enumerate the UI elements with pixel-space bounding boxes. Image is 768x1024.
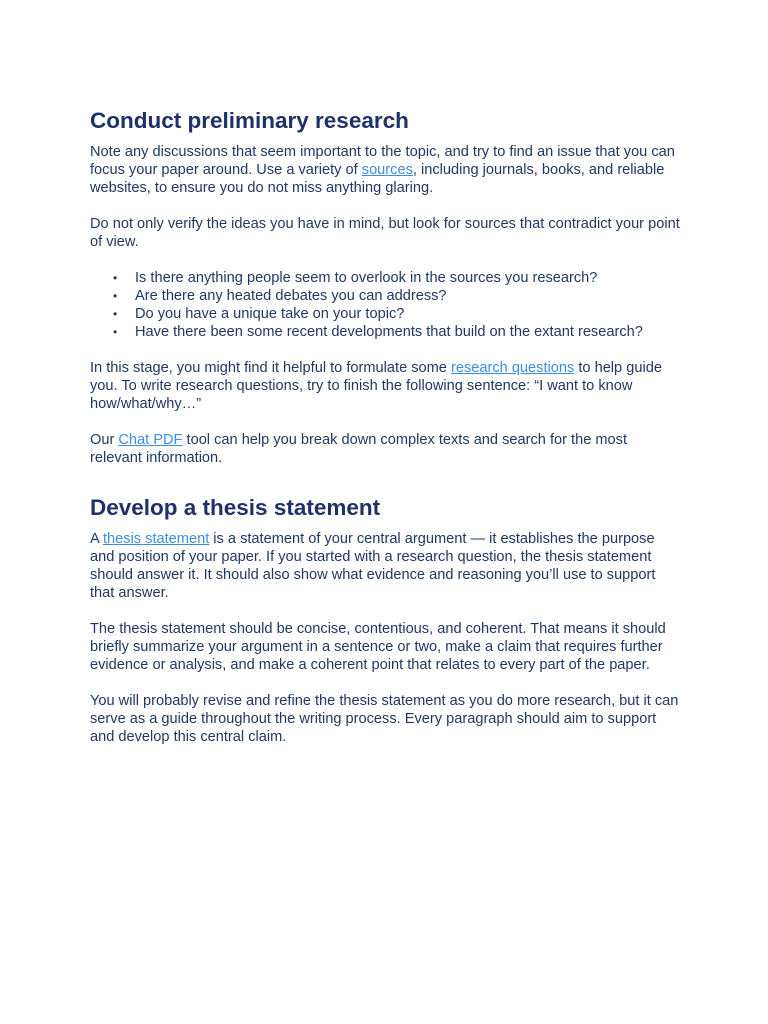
paragraph-text: Note any discussions that seem important to the topic, and try to find an issue that you can focus your paper around. Use a variety of bbox=[90, 144, 675, 178]
bullet-icon: • bbox=[113, 307, 118, 321]
paragraph-thesis-revision: You will probably revise and refine the thesis statement as you do more research, but it can serve as a guide throughout the writing process. Every paragraph should aim to support and develop this central claim. bbox=[90, 693, 679, 745]
paragraph-sources bbox=[90, 143, 682, 197]
paragraph-text: Our bbox=[90, 432, 119, 448]
list-item-text: Have there been some recent developments that build on the extant research? bbox=[135, 324, 643, 340]
paragraph-text: , including journals, books, and reliable websites, to ensure you do not miss anything glaring. bbox=[90, 162, 665, 196]
list-item bbox=[113, 269, 682, 287]
list-item bbox=[113, 287, 682, 305]
document-page bbox=[90, 106, 682, 746]
list-item-text: Do you have a unique take on your topic? bbox=[135, 306, 405, 322]
bullet-icon: • bbox=[113, 325, 118, 339]
paragraph-thesis-qualities: The thesis statement should be concise, contentious, and coherent. That means it should briefly summarize your argument in a sentence or two, make a claim that requires further evidence or analysis, and make a coherent point that relates to every part of the paper. bbox=[90, 621, 666, 673]
research-questions-link[interactable]: research questions bbox=[450, 360, 575, 376]
research-question-list bbox=[90, 269, 682, 341]
paragraph-research-questions bbox=[90, 359, 682, 413]
list-item bbox=[113, 305, 682, 323]
list-item-text: Is there anything people seem to overlook in the sources you research? bbox=[135, 270, 598, 286]
sources-link[interactable]: sources bbox=[361, 162, 413, 178]
chat-pdf-link[interactable]: Chat PDF bbox=[118, 432, 183, 448]
bullet-icon: • bbox=[113, 289, 118, 303]
thesis-statement-link[interactable]: thesis statement bbox=[102, 531, 210, 547]
paragraph-text: to help guide you. To write research questions, try to finish the following sentence: “I want to know how/what/why…” bbox=[90, 360, 662, 412]
paragraph-text: In this stage, you might find it helpful to formulate some bbox=[90, 360, 451, 376]
paragraph-thesis-definition bbox=[90, 530, 682, 602]
paragraph-text: A bbox=[90, 531, 103, 547]
list-item bbox=[113, 323, 682, 341]
section-heading-thesis-statement: Develop a thesis statement bbox=[90, 495, 381, 520]
bullet-icon: • bbox=[113, 271, 118, 285]
paragraph-chat-pdf bbox=[90, 431, 682, 467]
list-item-text: Are there any heated debates you can address? bbox=[135, 288, 447, 304]
section-heading-preliminary-research: Conduct preliminary research bbox=[90, 108, 409, 133]
paragraph-text: is a statement of your central argument — it establishes the purpose and position of your paper. If you started with a research question, the thesis statement should answer it. It should also show what evidence and reasoning you’ll use to support that answer. bbox=[90, 531, 656, 601]
paragraph-verify-ideas: Do not only verify the ideas you have in mind, but look for sources that contradict your point of view. bbox=[90, 216, 680, 250]
paragraph-text: tool can help you break down complex texts and search for the most relevant information. bbox=[90, 432, 628, 466]
